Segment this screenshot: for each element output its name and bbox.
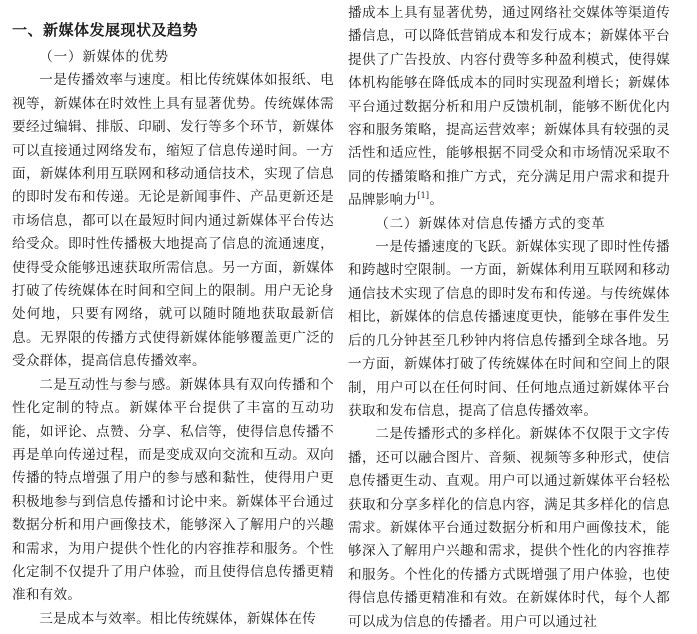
paragraph-efficiency: 一是传播效率与速度。相比传统媒体如报纸、电视等，新媒体在时效性上具有显著优势。传统媒体需要经过编辑、排版、印刷、发行等多个环节，新媒体可以直接通过网络发布，缩短了信息传递时间。一方面，新媒体利用互联网和移动通信技术，实现了信息的即时发布和传递。无论是新闻事件、产品更新还是市场信息，都可以在最短时间内通过新媒体平台传达给受众。即时性传播极大地提高了信息的流通速度，使得受众能够迅速获取所需信息。另一方面，新媒体打破了传统媒体在时间和空间上的限制。用户无论身处何地，只要有网络，就可以随时随地获取最新信息。无界限的传播方式使得新媒体能够覆盖更广泛的受众群体，提高信息传播效率。 bbox=[12, 72, 334, 370]
section-title: 一、新媒体发展现状及趋势 bbox=[12, 21, 199, 39]
continuation-end: 。 bbox=[429, 192, 444, 209]
paragraph-cost: 三是成本与效率。相比传统媒体，新媒体在传 bbox=[39, 610, 317, 627]
paragraph-interactivity: 二是互动性与参与感。新媒体具有双向传播和个性化定制的特点。新媒体平台提供了丰富的互动功能，如评论、点赞、分享、私信等，使得信息传播不再是单向传递过程，而是变成双向交流和互动。双向传播的特点增强了用户的参与感和黏性，使得用户更积极地参与到信息传播和讨论中来。新媒体平台通过数据分析和用户画像技术，能够深入了解用户的兴趣和需求，为用户提供个性化的内容推荐和服务。个性化定制不仅提升了用户体验，而且使得信息传播更精准和有效。 bbox=[12, 376, 334, 604]
left-column bbox=[12, 0, 334, 631]
subsection-title-transformation: （二）新媒体对信息传播方式的变革 bbox=[375, 215, 606, 232]
paragraph-cost-continued bbox=[348, 2, 670, 213]
paragraph-speed: 一是传播速度的飞跃。新媒体实现了即时性传播和跨越时空限制。一方面，新媒体利用互联网和移动通信技术实现了信息的即时发布和传递。与传统媒体相比，新媒体的信息传播速度更快，能够在事件发生后的几分钟甚至几秒钟内将信息传播到全球各地。另一方面，新媒体打破了传统媒体在时间和空间上的限制，用户可以在任何时间、任何地点通过新媒体平台获取和发布信息，提高了信息传播效率。 bbox=[348, 239, 670, 419]
paragraph-diversity: 二是传播形式的多样化。新媒体不仅限于文字传播，还可以融合图片、音频、视频等多种形式，使信息传播更生动、直观。用户可以通过新媒体平台轻松获取和分享多样化的信息内容，满足其多样化的信息需求。新媒体平台通过数据分析和用户画像技术，能够深入了解用户兴趣和需求，提供个性化的内容推荐和服务。个性化的传播方式既增强了用户体验，也使得信息传播更精准和有效。在新媒体时代，每个人都可以成为信息的传播者。用户可以通过社 bbox=[348, 426, 670, 630]
continuation-text: 播成本上具有显著优势，通过网络社交媒体等渠道传播信息，可以降低营销成本和发行成本；新媒体平台提供了广告投放、内容付费等多种盈利模式，使得媒体机构能够在降低成本的同时实现盈利增长；新媒体平台通过数据分析和用户反馈机制，能够不断优化内容和服务策略，提高运营效率；新媒体具有较强的灵活性和适应性，能够根据不同受众和市场情况采取不同的传播策略和推广方式，充分满足用户需求和提升品牌影响力 bbox=[348, 5, 670, 209]
citation-ref: [1] bbox=[417, 191, 430, 201]
subsection-title-advantages: （一）新媒体的优势 bbox=[39, 49, 169, 65]
right-column bbox=[348, 0, 670, 634]
